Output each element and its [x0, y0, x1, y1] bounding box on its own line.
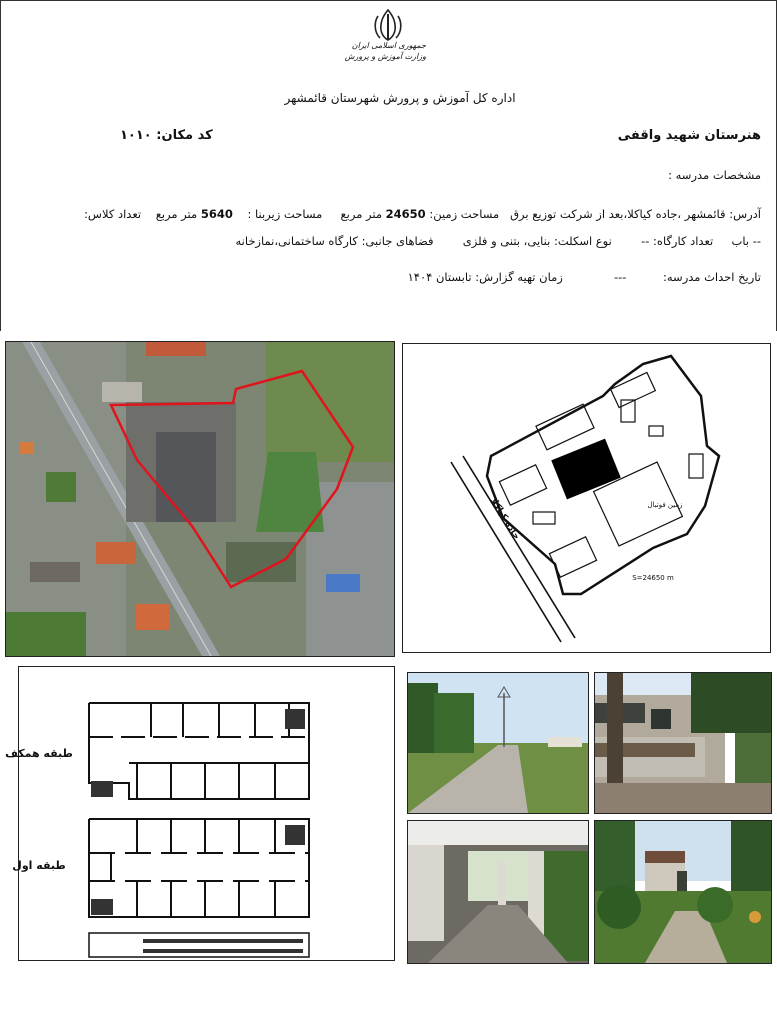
report-time-label: زمان تهیه گزارش: [475, 270, 563, 284]
workshop-count-label: تعداد کارگاه: [653, 234, 714, 248]
photo-covered-walkway [407, 820, 589, 964]
site-area-label: S=24650 m [632, 574, 674, 582]
class-count-label: تعداد کلاس: [84, 207, 142, 221]
photo-garden-building [594, 820, 772, 964]
road-label: جاده کیاکلا [487, 496, 522, 542]
structure-type-label: نوع اسکلت: [554, 234, 612, 248]
ministry-line-2: وزارت آموزش و پرورش [344, 52, 426, 61]
photo-building-front [594, 672, 772, 814]
ground-floor-label: طبقه همکف [5, 747, 73, 760]
side-spaces-value: کارگاه ساختمانی،نمازخانه [235, 234, 358, 248]
workshop-count-value: -- [752, 234, 761, 248]
address-value: قائمشهر ،جاده کیاکلا،بعد از شرکت توزیع برق [510, 207, 726, 221]
site-plan [402, 343, 771, 653]
established-label: تاریخ احداث مدرسه: [663, 270, 761, 284]
built-area-unit: متر مربع [155, 207, 198, 221]
address-label: آدرس: [729, 207, 761, 221]
land-area-label: مساحت زمین: [429, 207, 500, 221]
first-floor-label: طبقه اول [12, 859, 66, 872]
aerial-photo [5, 341, 395, 657]
football-field-label: زمین فوتبال [647, 501, 683, 509]
address-line [84, 207, 761, 221]
report-time-value: تابستان ۱۴۰۴ [407, 270, 472, 284]
specs-heading: مشخصات مدرسه : [668, 168, 761, 182]
land-area-value: 24650 [385, 207, 426, 221]
ministry-line-1: جمهوری اسلامی ایران [351, 41, 426, 50]
facilities-line [235, 234, 761, 248]
workshop-count-value-2: -- [641, 234, 650, 248]
location-code-label: کد مکان: [156, 128, 213, 143]
dates-line [408, 270, 761, 284]
built-area-label: مساحت زیربنا : [247, 207, 323, 221]
structure-type-value: بنایی، بتنی و فلزی [462, 234, 551, 248]
iran-emblem-icon [366, 6, 410, 44]
established-value: --- [614, 270, 627, 284]
location-code [120, 128, 213, 143]
built-area-value: 5640 [200, 207, 233, 221]
office-title: اداره کل آموزش و پرورش شهرستان قائمشهر [284, 91, 516, 105]
photo-road-field [407, 672, 589, 814]
ministry-caption [340, 40, 426, 62]
land-area-unit: متر مربع [340, 207, 383, 221]
floor-plan [5, 666, 395, 961]
side-spaces-label: فضاهای جانبی: [361, 234, 434, 248]
workshop-count-unit: باب [731, 234, 750, 248]
school-name: هنرستان شهید واقفی [617, 128, 761, 143]
location-code-value: ۱۰۱۰ [120, 128, 152, 143]
